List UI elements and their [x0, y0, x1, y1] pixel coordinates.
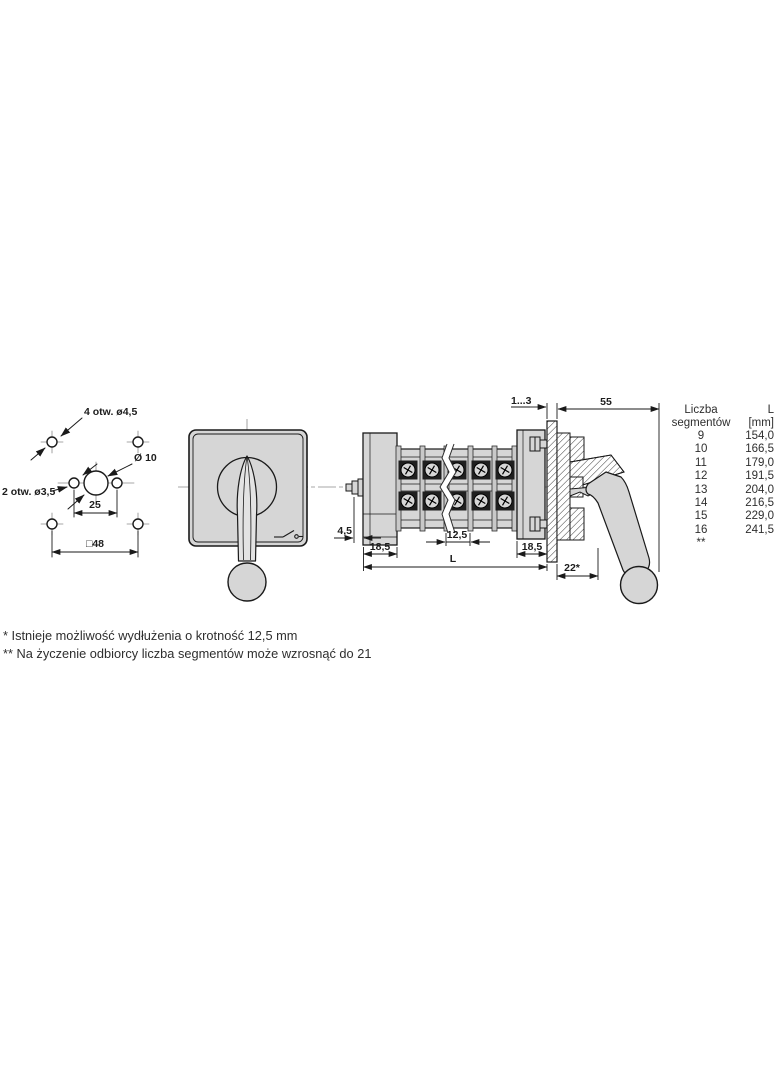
- col2-header-line1: L: [767, 404, 774, 416]
- rear-housing-block: [363, 433, 397, 545]
- table-row: 9 154,0: [697, 430, 774, 442]
- label-center-hole: Ø 10: [134, 452, 157, 464]
- side-lever-arm: [586, 472, 650, 577]
- segment-stack: [396, 444, 518, 533]
- table-header-row-2: [670, 417, 782, 430]
- hole-pattern-view: [2, 406, 157, 557]
- table-row: **: [696, 537, 706, 550]
- segments-length-table: [670, 404, 782, 551]
- col1-header-line1: Liczba: [684, 404, 718, 416]
- dim-22: 22*: [564, 562, 580, 574]
- label-4-holes: 4 otw. ø4,5: [84, 406, 138, 418]
- table-header-row-1: [670, 404, 782, 417]
- dim-4-5: 4,5: [337, 525, 352, 537]
- table-row: 15 229,0: [694, 510, 774, 523]
- rear-shaft-bolt: [346, 479, 363, 496]
- col2-header-line2: [mm]: [748, 417, 774, 429]
- table-row: 13 204,0: [694, 483, 774, 496]
- dim-panel-thickness: 1...3: [511, 395, 532, 407]
- footnotes: [3, 627, 371, 663]
- dim-18-5-right: 18,5: [521, 541, 543, 553]
- dim-12-5: 12,5: [446, 529, 468, 541]
- dim-48: □48: [85, 538, 105, 550]
- dim-18-5-left: 18,5: [369, 541, 391, 553]
- dim-25: 25: [89, 499, 101, 511]
- label-2-holes: 2 otw. ø3,5: [2, 486, 56, 498]
- footnote-line-1: * Istnieje możliwość wydłużenia o krotność 12,5 mm: [3, 628, 298, 643]
- footnote-line-2: ** Na życzenie odbiorcy liczba segmentów może wzrosnąć do 21: [3, 646, 372, 661]
- table-row: 16 241,5: [694, 523, 774, 536]
- side-view: [334, 395, 659, 604]
- dim-L: L: [449, 553, 457, 565]
- center-hole: [84, 471, 108, 495]
- table-row: 12 191,5: [694, 470, 774, 483]
- col1-header-line2: segmentów: [671, 417, 731, 429]
- front-view: [189, 419, 307, 601]
- table-row: 10 166,5: [694, 443, 774, 456]
- table-row: 11 179,0: [695, 456, 774, 469]
- side-lever-ball: [621, 567, 658, 604]
- dim-55: 55: [600, 396, 612, 408]
- table-row: 14 216,5: [694, 497, 774, 510]
- front-handle-ball: [228, 563, 266, 601]
- panel-cross-section: [547, 421, 557, 562]
